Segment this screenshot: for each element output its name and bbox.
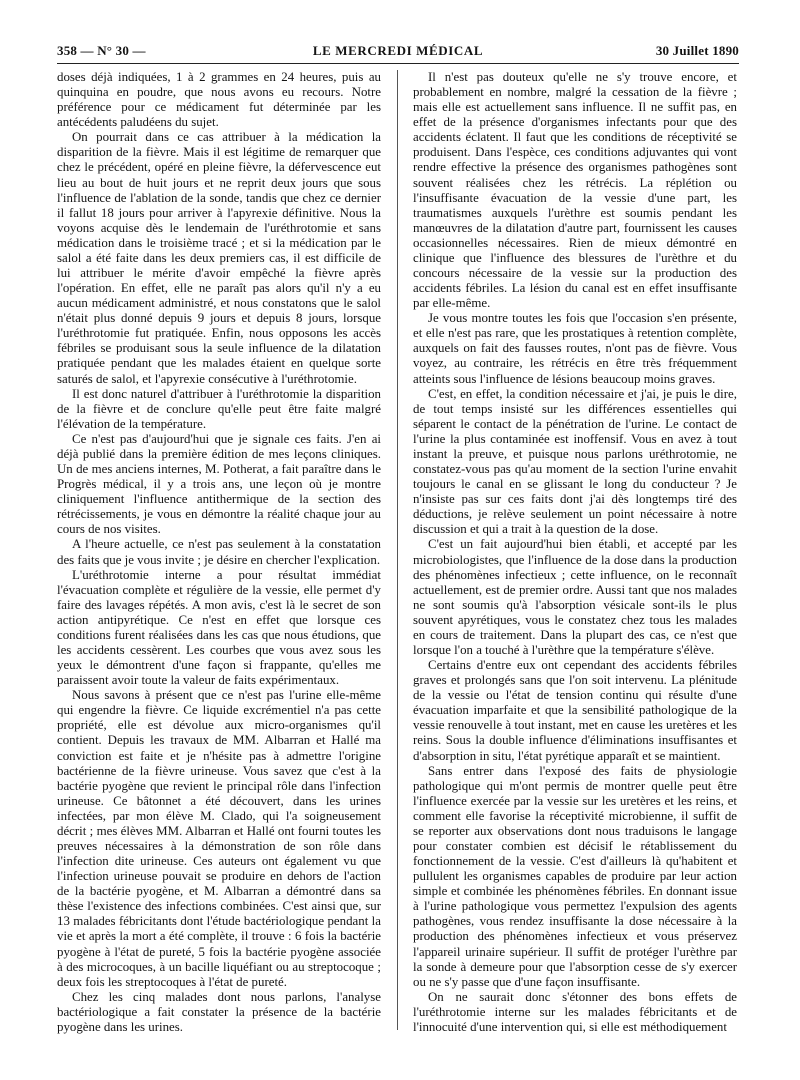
left-column: [57, 70, 381, 1035]
paragraph: C'est, en effet, la condition nécessaire et j'ai, je puis le dire, de tout temps insisté sur les différences essentielles qui séparent le contact de la pénétration de l'urine. Le contact de l'urine la plus contaminée est inoffensif. Vous en avez à tout instant la preuve, et puisque nous parlons uréthrotomie, ne constatez-vous pas qu'au moment de la section l'urine envahit toujours le canal en se glissant le long du conducteur ? Je n'insiste pas sur ces faits dont j'ai dès longtemps tiré des déductions, je relève seulement un point nécessaire à notre discussion et qui a trait à la question de la dose.: [413, 386, 737, 537]
paragraph: Chez les cinq malades dont nous parlons, l'analyse bactériologique a fait constater la présence de la bactérie pyogène dans les urines.: [57, 989, 381, 1034]
paragraph: Sans entrer dans l'exposé des faits de physiologie pathologique qui m'ont permis de montrer quelle peut être l'influence exercée par la vessie sur les uretères et les reins, et comment elle favorise la réceptivité microbienne, il suffit de se reporter aux observations dont nous traduisons le langage pour constater combien est décisif le rétablissement du fonctionnement de la vessie. C'est d'ailleurs là qu'habitent et pullulent les organismes capables de produire par leur action simple et combinée les phénomènes fébriles. En donnant issue à l'urine pathologique vous permettez l'expulsion des agents pathogènes, vous rendez insuffisante la dose nécessaire à la production des phénomènes infectieux et vous préservez l'appareil urinaire supérieur. Il suffit de protéger l'urèthre par la sonde à demeure pour que l'absorption cesse de s'y exercer ou ne s'y passe que d'une façon insuffisante.: [413, 763, 737, 989]
paragraph: A l'heure actuelle, ce n'est pas seulement à la constatation des faits que je vous invite ; je désire en chercher l'explication.: [57, 537, 381, 567]
paragraph: Il n'est pas douteux qu'elle ne s'y trouve encore, et probablement en nombre, malgré la cessation de la fièvre ; mais elle est actuellement sans influence. Il ne suffit pas, en effet de la présence d'organismes infectants pour que des accidents éclatent. Il faut que les conditions de réceptivité se produisent. Dans l'espèce, ces conditions adjuvantes qui vont rendre effective la présence des organismes pathogènes sont souvent réalisées chez les rétrécis. La réplétion ou l'insuffisante évacuation de la vessie d'une part, les traumatismes auxquels l'urèthre est soumis pendant les manœuvres de la dilatation d'autre part, fournissent les causes occasionnelles nécessaires. Rien de mieux démontré en clinique que l'influence des blessures de l'urèthre et du concours nécessaire de la vessie sur la production des accidents fébriles. La lésion du canal est en effet insuffisante par elle-même.: [413, 70, 737, 311]
right-column: [413, 70, 737, 1035]
paragraph: On pourrait dans ce cas attribuer à la médication la disparition de la fièvre. Mais il est légitime de remarquer que chez le précédent, opéré en pleine fièvre, la défervescence eut lieu au bout de huit jours et ne reprit deux jours que sous l'influence de l'ablation de la sonde, tandis que chez ce dernier il fallut 18 jours pour arriver à l'apyrexie définitive. Nous la voyons acquise dès le lendemain de l'uréthrotomie et sans médication dans le troisième tracé ; et si la médication par le salol a été faite dans les deux premiers cas, il est difficile de lui attribuer le mérite d'avoir empêché la fièvre après l'opération. En effet, elle ne paraît pas alors qu'il n'y a eu aucun médicament administré, et nous constatons que le salol n'était plus donné depuis 9 jours et depuis 8 jours, lorsque l'uréthrotomie fut pratiquée. Enfin, nous opposons les accès fébriles se produisant sous la seule influence de la dilatation pratiquée pendant que les malades étaient en quelque sorte saturés de salol, et l'apyrexie consécutive à l'uréthrotomie.: [57, 130, 381, 386]
paragraph: Il est donc naturel d'attribuer à l'uréthrotomie la disparition de la fièvre et de conclure qu'elle peut être faite malgré l'élévation de la température.: [57, 386, 381, 431]
column-divider: [397, 70, 398, 1030]
paragraph: On ne saurait donc s'étonner des bons effets de l'uréthrotomie interne sur les malades fébricitants et de l'innocuité d'une intervention qui, si elle est méthodiquement: [413, 989, 737, 1034]
issue-date: 30 Juillet 1890: [655, 43, 739, 58]
page-number: 358 — N° 30 —: [57, 43, 146, 58]
paragraph: doses déjà indiquées, 1 à 2 grammes en 24 heures, puis au quinquina en poudre, que nous avons eu recours. Notre préférence pour ce médicament fut déterminée par les antécédents paludéens du sujet.: [57, 70, 381, 130]
header-rule: [57, 63, 739, 64]
paragraph: Ce n'est pas d'aujourd'hui que je signale ces faits. J'en ai déjà publié dans la première édition de mes leçons cliniques. Un de mes anciens internes, M. Potherat, a fait paraître dans le Progrès médical, il y a trois ans, une leçon où je montre cliniquement l'influence antithermique de la section des rétrécissements, je vous en démontre la réalité chaque jour au cours de nos visites.: [57, 431, 381, 537]
paragraph: Nous savons à présent que ce n'est pas l'urine elle-même qui engendre la fièvre. Ce liquide excrémentiel n'a pas cette propriété, elle est dévolue aux micro-organismes qu'il contient. Depuis les travaux de MM. Albarran et Hallé ma conviction est faite et je n'hésite pas à admettre l'origine bactérienne de la fièvre urineuse. Vous savez que c'est à la bactérie pyogène que revient le principal rôle dans l'infection urineuse. Ce bâtonnet a été découvert, dans les urines infectées, par mon élève M. Clado, qui l'a soigneusement décrit ; mes élèves MM. Albarran et Hallé ont fourni toutes les preuves nécessaires à la démonstration de son rôle dans l'infection dite urineuse. Ces auteurs ont également vu que l'infection urineuse pouvait se produire en dehors de l'action de la bactérie pyogène, et M. Albarran a démontré dans sa thèse l'existence des infections combinées. C'est ainsi que, sur 13 malades fébricitants dont l'étude bactériologique pendant la vie et après la mort a été complète, il trouve : 6 fois la bactérie pyogène à l'état de pureté, 5 fois la bactérie pyogène associée à des microcoques, à un bacille liquéfiant ou au streptocoque ; deux fois les streptocoques à l'état de pureté.: [57, 688, 381, 989]
page-header: [57, 40, 739, 62]
journal-title: LE MERCREDI MÉDICAL: [312, 43, 484, 58]
paragraph: Je vous montre toutes les fois que l'occasion s'en présente, et elle n'est pas rare, que les prostatiques à retention complète, auxquels on fait des fausses routes, n'ont pas de fièvre. Vous voyez, au contraire, les rétrécis en être très fréquemment atteints sous l'influence de lésions beaucoup moins graves.: [413, 311, 737, 386]
paragraph: Certains d'entre eux ont cependant des accidents fébriles graves et prolongés sans que l'on soit intervenu. La plénitude de la vessie ou l'état de tension continu qui résulte d'une évacuation imparfaite et que la sensibilité pathologique de la vessie renouvelle à tout instant, met en cause les uretères et les reins. Sous la double influence d'éliminations insuffisantes et d'absorption in situ, l'état pyrétique apparaît et se maintient.: [413, 658, 737, 763]
paragraph: L'uréthrotomie interne a pour résultat immédiat l'évacuation complète et régulière de la vessie, elle permet d'y faire des lavages répétés. A mon avis, c'est là le secret de son action antipyrétique. Ce n'est en effet que lorsque ces conditions furent réalisées dans les cas que nous étudions, que les accidents cessèrent. Les courbes que vous avez sous les yeux le démontrent d'une façon si frappante, qu'elles me paraissent avoir toute la valeur de faits expérimentaux.: [57, 567, 381, 688]
paragraph: C'est un fait aujourd'hui bien établi, et accepté par les microbiologistes, que l'influence de la dose dans la production des phénomènes infectieux ; cette influence, on le reconnaît actuellement, est de premier ordre. Aussi tant que nos malades ne sont soumis qu'à l'absorption vésicale sont-ils le plus souvent apyrétiques, vous le constatez chez tous les malades en cours de traitement. Dans la plupart des cas, ce n'est que lorsque l'on a touché à l'urèthre que la température s'élève.: [413, 537, 737, 657]
